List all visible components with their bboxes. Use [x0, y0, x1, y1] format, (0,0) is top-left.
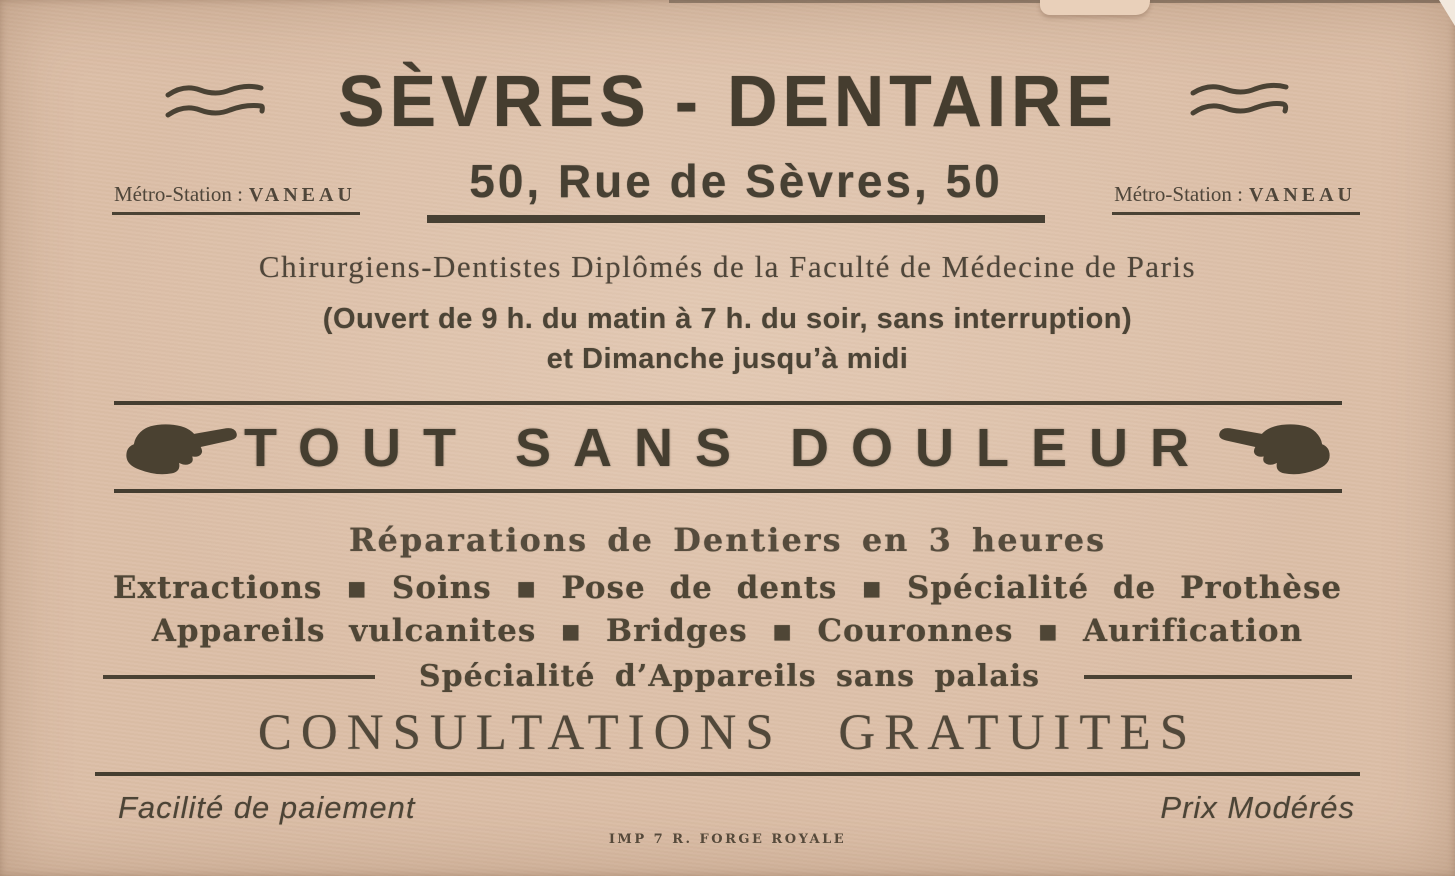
- services-line-2: Appareils vulcanites ▪ Bridges ▪ Couronnes ▪ Aurification: [151, 612, 1304, 649]
- specialty-text: Spécialité d’Appareils sans palais: [418, 658, 1041, 694]
- services-line-1: Extractions ▪ Soins ▪ Pose de dents ▪ Spécialité de Prothèse: [112, 569, 1343, 606]
- footer-row: [0, 788, 1455, 828]
- opening-hours-line1: (Ouvert de 9 h. du matin à 7 h. du soir, sans interruption): [322, 302, 1133, 335]
- metro-label: Métro-Station :: [114, 181, 243, 206]
- prices-note: Prix Modérés: [1160, 789, 1355, 825]
- metro-station-name: VANEAU: [248, 183, 356, 206]
- title-row: [0, 64, 1455, 142]
- rule-right: [1084, 675, 1352, 679]
- metro-station-right: [1112, 182, 1360, 215]
- specialty-row: [0, 658, 1455, 696]
- address-row: [0, 154, 1455, 223]
- slogan-banner: [114, 401, 1342, 493]
- rule-left: [103, 675, 375, 679]
- slogan-text: TOUT SANS DOULEUR: [243, 417, 1212, 478]
- page-title: SÈVRES - DENTAIRE: [337, 62, 1118, 142]
- wavy-lines-left-icon: [162, 75, 268, 131]
- metro-station-left: [112, 182, 360, 215]
- repairs-heading: Réparations de Dentiers en 3 heures: [348, 520, 1107, 559]
- pointing-hand-left-icon: [1214, 416, 1338, 480]
- metro-station-name: VANEAU: [1249, 183, 1356, 206]
- street-address: 50, Rue de Sèvres, 50: [427, 154, 1045, 223]
- consultations-line: CONSULTATIONS GRATUITES: [257, 704, 1198, 761]
- printer-imprint: IMP 7 R. FORGE ROYALE: [608, 831, 847, 847]
- pointing-hand-right-icon: [118, 416, 242, 480]
- paper-tear: [1040, 0, 1150, 15]
- metro-label: Métro-Station :: [1114, 181, 1243, 206]
- paper-corner-sliver: [1439, 0, 1455, 26]
- payment-note: Facilité de paiement: [118, 789, 416, 825]
- horizontal-rule: [95, 772, 1360, 776]
- wavy-lines-right-icon: [1187, 75, 1293, 131]
- credentials-line: Chirurgiens-Dentistes Diplômés de la Faculté de Médecine de Paris: [258, 248, 1197, 284]
- opening-hours-line2: et Dimanche jusqu’à midi: [546, 342, 909, 375]
